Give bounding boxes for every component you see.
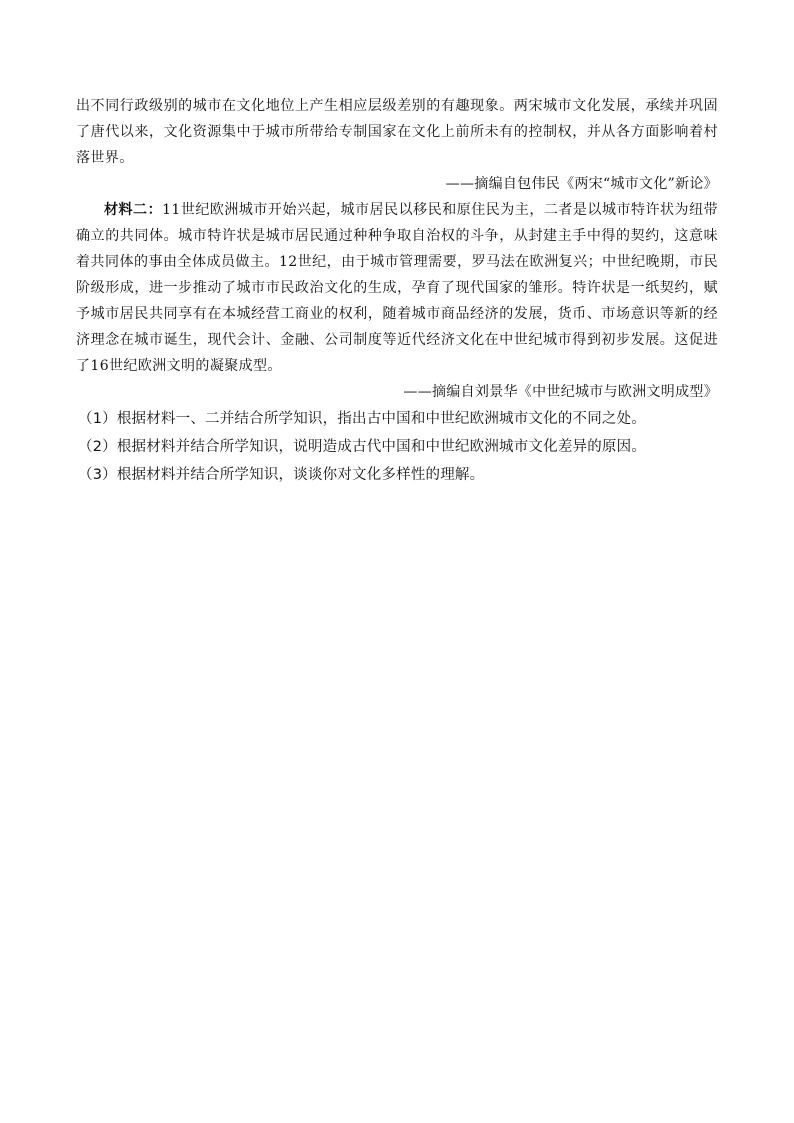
material-one-tail-text: 出不同行政级别的城市在文化地位上产生相应层级差别的有趣现象。两宋城市文化发展，承续并巩固了唐代以来，文化资源集中于城市所带给专制国家在文化上前所未有的控制权，并从各方面影响着村落世界。 — [76, 98, 718, 166]
material-two-paragraph — [76, 197, 718, 379]
material-one-source: ——摘编自包伟民《两宋“城市文化”新论》 — [445, 176, 718, 192]
material-two-source: ——摘编自刘景华《中世纪城市与欧洲文明成型》 — [403, 384, 718, 400]
document-page — [76, 93, 718, 489]
material-two-text: 11世纪欧洲城市开始兴起，城市居民以移民和原住民为主，二者是以城市特许状为纽带确立的共同体。城市特许状是城市居民通过种种争取自治权的斗争，从封建主手中得的契约，这意味着共同体的事由全体成员做主。12世纪，由于城市管理需要，罗马法在欧洲复兴；中世纪晚期，市民阶级形成，进一步推动了城市市民政治文化的生成，孕育了现代国家的雏形。特许状是一纸契约，赋予城市居民共同享有在本城经营工商业的权利，随着城市商品经济的发展，货币、市场意识等新的经济理念在城市诞生，现代会计、金融、公司制度等近代经济文化在中世纪城市得到初步发展。这促进了16世纪欧洲文明的凝聚成型。 — [76, 202, 718, 374]
question-2: （2）根据材料并结合所学知识，说明造成古代中国和中世纪欧洲城市文化差异的原因。 — [78, 439, 647, 455]
question-1: （1）根据材料一、二并结合所学知识，指出古中国和中世纪欧洲城市文化的不同之处。 — [78, 411, 647, 427]
question-3: （3）根据材料并结合所学知识，谈谈你对文化多样性的理解。 — [78, 467, 485, 483]
material-two-label: 材料二： — [104, 202, 163, 218]
